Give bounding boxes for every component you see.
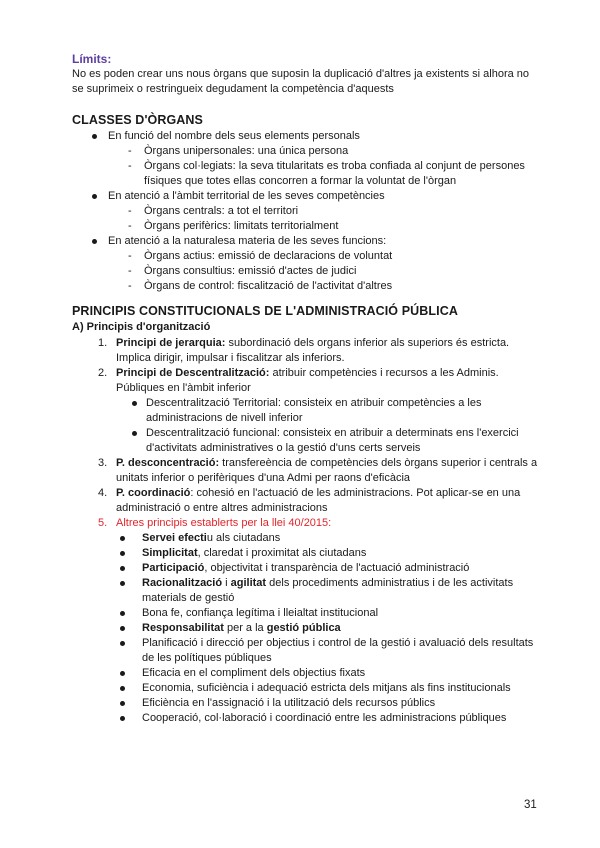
- law-principle: Eficacia en el compliment dels objectius fixats: [142, 667, 366, 679]
- classes-group-label: En atenció a la naturalesa materia de les seves funcions:: [108, 235, 387, 247]
- dash: -: [128, 220, 132, 232]
- principle-4-line2: administració o entre altres administracions: [116, 502, 328, 514]
- principle-5: Altres principis establerts per la llei 40/2015:: [116, 517, 332, 529]
- list-number: 4.: [98, 487, 108, 499]
- bullet-dot: [120, 611, 125, 616]
- principle-3-line2: unitats inferior o perifèriques d'una Admi per raons d'eficàcia: [116, 472, 411, 484]
- bullet-dot: [120, 716, 125, 721]
- principle-2-line2: Públiques en l'àmbit inferior: [116, 382, 251, 394]
- classes-heading: CLASSES D'ÒRGANS: [72, 113, 203, 127]
- bullet-dot: [120, 551, 125, 556]
- law-principle: Bona fe, confiança legítima i lleialtat institucional: [142, 607, 379, 619]
- descentralitzacio-funcional-line2: d'activitats administratives o la gestió d'uns certs serveis: [146, 442, 421, 454]
- bullet-dot: [92, 239, 97, 244]
- classes-item: físiques que totes ellas concorren a formar la voluntat de l'òrgan: [144, 175, 457, 187]
- dash: -: [128, 250, 132, 262]
- limits-text: No es poden crear uns nous òrgans que suposin la duplicació d'altres ja existents si alhora no se suprimeix o restringueix degudament la competència d'aquests: [72, 68, 530, 95]
- page-number: 31: [524, 799, 537, 811]
- bullet-dot: [120, 581, 125, 586]
- limits-title: Límits:: [72, 52, 112, 66]
- list-number: 2.: [98, 367, 108, 379]
- dash: -: [128, 145, 132, 157]
- classes-item: Òrgans actius: emissió de declaracions de voluntat: [144, 250, 393, 262]
- principis-heading: PRINCIPIS CONSTITUCIONALS DE L'ADMINISTRACIÓ PÚBLICA: [72, 304, 458, 318]
- law-principle: Planificació i direcció per objectius i control de la gestió i avaluació dels resultats: [142, 637, 534, 649]
- bullet-dot: [120, 701, 125, 706]
- principle-4: P. coordinació: cohesió en l'actuació de les administracions. Pot aplicar-se en una: [116, 487, 521, 499]
- principle-3: P. desconcentració: transfereència de competències dels òrgans superior i centrals a: [116, 457, 538, 469]
- bullet-dot: [92, 194, 97, 199]
- classes-item: Òrgans consultius: emissió d'actes de judici: [144, 265, 357, 277]
- law-principle: Simplicitat, claredat i proximitat als ciutadans: [142, 547, 367, 559]
- dash: -: [128, 160, 132, 172]
- law-principle-line2: materials de gestió: [142, 592, 235, 604]
- list-number: 1.: [98, 337, 108, 349]
- classes-item: Òrgans perifèrics: limitats territorialment: [144, 220, 339, 232]
- law-principle: Servei efectiu als ciutadans: [142, 532, 281, 544]
- dash: -: [128, 280, 132, 292]
- bullet-dot: [120, 536, 125, 541]
- law-principle: Eficiència en l'assignació i la utilització dels recursos públics: [142, 697, 436, 709]
- law-principle: Cooperació, col·laboració i coordinació entre les administracions públiques: [142, 712, 507, 724]
- principle-1-line2: Implica dirigir, impulsar i fiscalitzar als inferiors.: [116, 352, 345, 364]
- bullet-dot: [132, 431, 137, 436]
- bullet-dot: [120, 566, 125, 571]
- descentralitzacio-territorial: Descentralització Territorial: consisteix en atribuir competències a les: [146, 397, 482, 409]
- classes-item: Òrgans col·legiats: la seva titularitats es troba confiada al conjunt de persones: [144, 160, 525, 172]
- principis-subheading: A) Principis d'organització: [72, 321, 211, 333]
- bullet-dot: [92, 134, 97, 139]
- law-principle: Responsabilitat per a la gestió pública: [142, 622, 341, 634]
- classes-item: Òrgans de control: fiscalització de l'activitat d'altres: [144, 280, 393, 292]
- principle-1: Principi de jerarquia: subordinació dels organs inferior als superiors és estricta.: [116, 337, 510, 349]
- bullet-dot: [120, 671, 125, 676]
- law-principle: Participació, objectivitat i transparència de l'actuació administració: [142, 562, 470, 574]
- bullet-dot: [132, 401, 137, 406]
- dash: -: [128, 205, 132, 217]
- principle-2: Principi de Descentralització: atribuir competències i recursos a les Adminis.: [116, 367, 499, 379]
- classes-group-label: En funció del nombre dels seus elements personals: [108, 130, 360, 142]
- law-principle: Economia, suficiència i adequació estricta dels mitjans als fins institucionals: [142, 682, 511, 694]
- law-principle: Racionalització i agilitat dels procediments administratius i de les activitats: [142, 577, 514, 589]
- bullet-dot: [120, 626, 125, 631]
- descentralitzacio-funcional: Descentralització funcional: consisteix en atribuir a determinats ens l'exercici: [146, 427, 519, 439]
- bullet-dot: [120, 686, 125, 691]
- classes-item: Òrgans centrals: a tot el territori: [144, 205, 299, 217]
- classes-item: Òrgans unipersonales: una única persona: [144, 145, 349, 157]
- law-principle-line2: de les polítiques públiques: [142, 652, 272, 664]
- bullet-dot: [120, 641, 125, 646]
- list-number: 3.: [98, 457, 108, 469]
- list-number: 5.: [98, 517, 108, 529]
- classes-group-label: En atenció a l'àmbit territorial de les seves competències: [108, 190, 385, 202]
- descentralitzacio-territorial-line2: administracions de nivell inferior: [146, 412, 303, 424]
- dash: -: [128, 265, 132, 277]
